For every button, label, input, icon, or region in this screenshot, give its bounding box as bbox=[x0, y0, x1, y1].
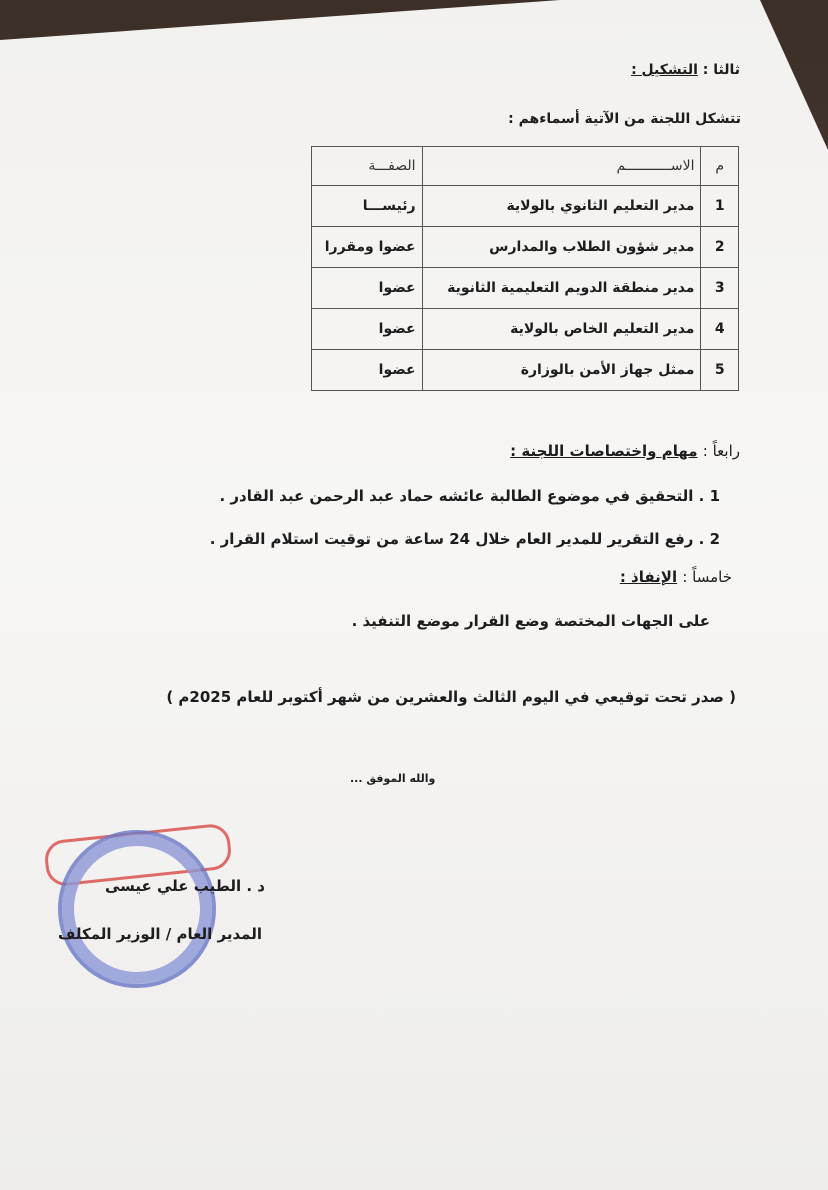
section4-prefix: رابعاً : bbox=[702, 442, 740, 460]
row-role: رئيســـا bbox=[312, 186, 423, 227]
row-role: عضوا ومقررا bbox=[312, 227, 423, 268]
row-num: 3 bbox=[701, 268, 739, 309]
section3-intro: تتشكل اللجنة من الآتية أسماءهم : bbox=[508, 111, 741, 127]
section5-heading bbox=[620, 568, 732, 586]
section3-heading bbox=[631, 62, 740, 78]
signatory-name: د . الطيب علي عيسى bbox=[104, 877, 265, 895]
table-row bbox=[312, 227, 739, 268]
row-name: مدير منطقة الدويم التعليمية الثانوية bbox=[422, 268, 701, 309]
section5-title: الإنفاذ : bbox=[619, 568, 678, 586]
section4-title: مهام واختصاصات اللجنة : bbox=[510, 442, 698, 460]
row-role: عضوا bbox=[312, 268, 423, 309]
closing-text: والله الموفق ... bbox=[350, 772, 436, 785]
table-header-row bbox=[312, 147, 739, 186]
header-role: الصفـــة bbox=[312, 147, 423, 186]
official-seal bbox=[58, 830, 216, 988]
section5-text: على الجهات المختصة وضع القرار موضع التنفيذ . bbox=[351, 612, 710, 630]
task-item: 2 . رفع التقرير للمدير العام خلال 24 ساعة من توقيت استلام القرار . bbox=[209, 530, 720, 548]
row-num: 4 bbox=[701, 309, 739, 350]
row-name: مدير شؤون الطلاب والمدارس bbox=[422, 227, 701, 268]
row-name: مدير التعليم الخاص بالولاية bbox=[422, 309, 701, 350]
section4-heading bbox=[510, 442, 740, 460]
task-item: 1 . التحقيق في موضوع الطالبة عائشه حماد عبد الرحمن عبد القادر . bbox=[219, 487, 720, 505]
row-name: ممثل جهاز الأمن بالوزارة bbox=[422, 350, 701, 391]
row-num: 1 bbox=[701, 186, 739, 227]
row-num: 2 bbox=[701, 227, 739, 268]
header-num: م bbox=[701, 147, 739, 186]
issued-line: ( صدر تحت توقيعي في اليوم الثالث والعشرين من شهر أكتوبر للعام 2025م ) bbox=[166, 688, 736, 706]
table-row bbox=[312, 186, 739, 227]
table-row bbox=[312, 350, 739, 391]
table-row bbox=[312, 268, 739, 309]
table-row bbox=[312, 309, 739, 350]
section5-prefix: خامساً : bbox=[682, 568, 732, 586]
row-name: مدير التعليم الثانوي بالولاية bbox=[422, 186, 701, 227]
row-role: عضوا bbox=[312, 309, 423, 350]
row-num: 5 bbox=[701, 350, 739, 391]
signatory-title: المدير العام / الوزير المكلف bbox=[57, 925, 262, 943]
section3-prefix: ثالثا : bbox=[702, 62, 740, 78]
committee-table bbox=[311, 146, 739, 391]
section3-title: التشكيل : bbox=[631, 62, 698, 78]
header-name: الاســـــــــــم bbox=[422, 147, 701, 186]
row-role: عضوا bbox=[312, 350, 423, 391]
